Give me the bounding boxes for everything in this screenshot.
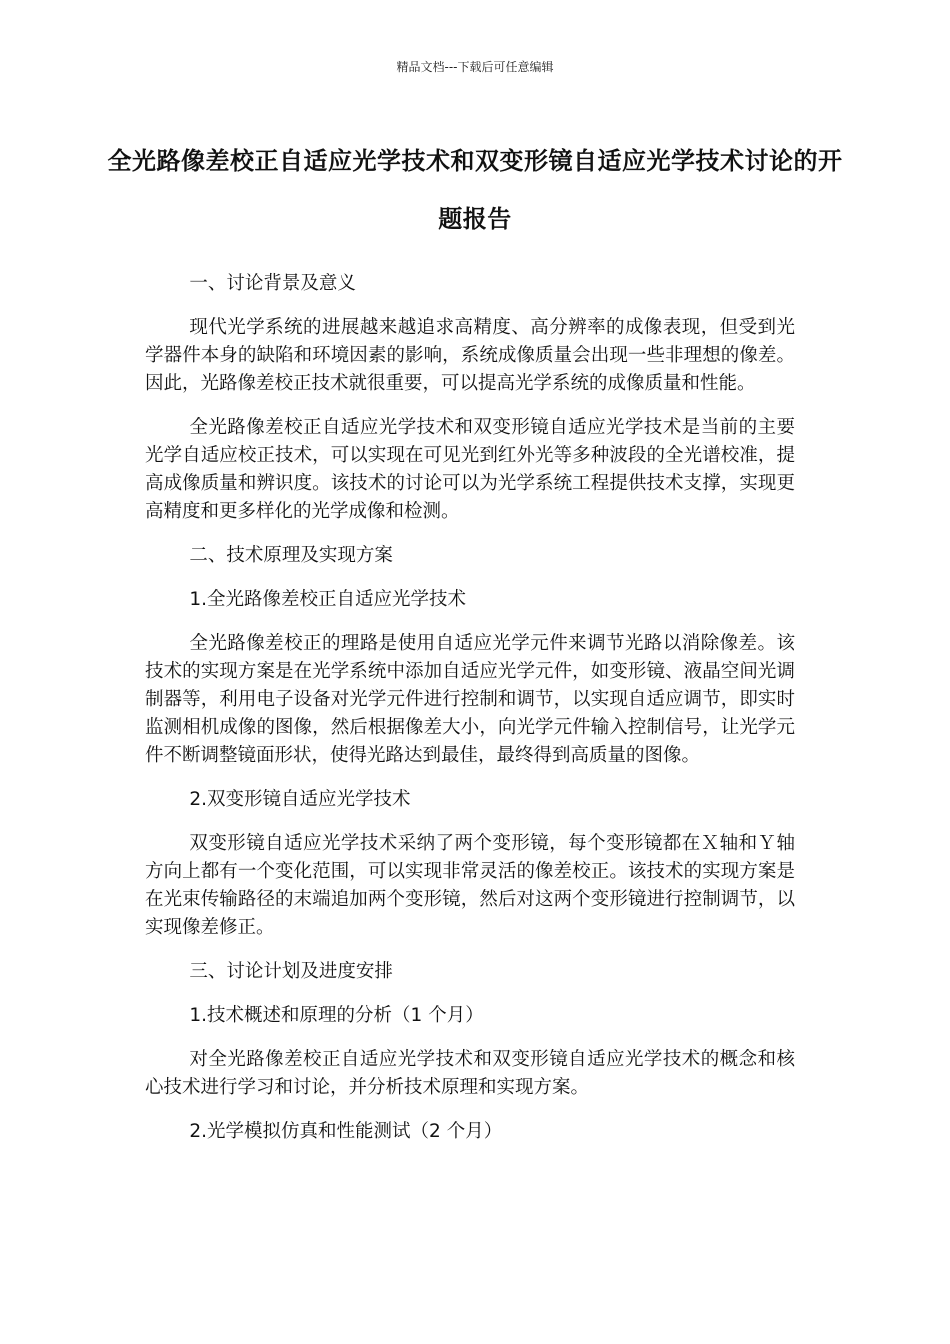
paragraph: 全光路像差校正的理路是使用自适应光学元件来调节光路以消除像差。该技术的实现方案是在光学系统中添加自适应光学元件，如变形镜、液晶空间光调制器等，利用电子设备对光学元件进行控制和调节，以实现自适应调节，即实时监测相机成像的图像，然后根据像差大小，向光学元件输入控制信号，让光学元件不断调整镜面形状，使得光路达到最佳，最终得到高质量的图像。 [145, 633, 795, 766]
section-heading: 二、技术原理及实现方案 [189, 545, 393, 566]
subsection-heading: 2.双变形镜自适应光学技术 [189, 789, 411, 810]
paragraph: 全光路像差校正自适应光学技术和双变形镜自适应光学技术是当前的主要光学自适应校正技术，可以实现在可见光到红外光等多种波段的全光谱校准，提高成像质量和辨识度。该技术的讨论可以为光学系统工程提供技术支撑，实现更高精度和更多样化的光学成像和检测。 [145, 417, 795, 522]
section-heading: 一、讨论背景及意义 [189, 273, 356, 294]
document-title: 全光路像差校正自适应光学技术和双变形镜自适应光学技术讨论的开题报告 [107, 147, 843, 233]
paragraph: 对全光路像差校正自适应光学技术和双变形镜自适应光学技术的概念和核心技术进行学习和讨论，并分析技术原理和实现方案。 [145, 1049, 795, 1098]
document-body [145, 270, 795, 1162]
subsection-heading: 1.全光路像差校正自适应光学技术 [189, 589, 467, 610]
paragraph: 双变形镜自适应光学技术采纳了两个变形镜，每个变形镜都在Ｘ轴和Ｙ轴方向上都有一个变化范围，可以实现非常灵活的像差校正。该技术的实现方案是在光束传输路径的末端追加两个变形镜，然后对这两个变形镜进行控制调节，以实现像差修正。 [145, 833, 795, 938]
page-header: 精品文档---下载后可任意编辑 [396, 60, 554, 74]
subsection-heading: 1.技术概述和原理的分析（1 个月） [189, 1005, 484, 1026]
section-heading: 三、讨论计划及进度安排 [189, 961, 393, 982]
subsection-heading: 2.光学模拟仿真和性能测试（2 个月） [189, 1121, 503, 1142]
paragraph: 现代光学系统的进展越来越追求高精度、高分辨率的成像表现，但受到光学器件本身的缺陷和环境因素的影响，系统成像质量会出现一些非理想的像差。因此，光路像差校正技术就很重要，可以提高光学系统的成像质量和性能。 [145, 317, 795, 394]
